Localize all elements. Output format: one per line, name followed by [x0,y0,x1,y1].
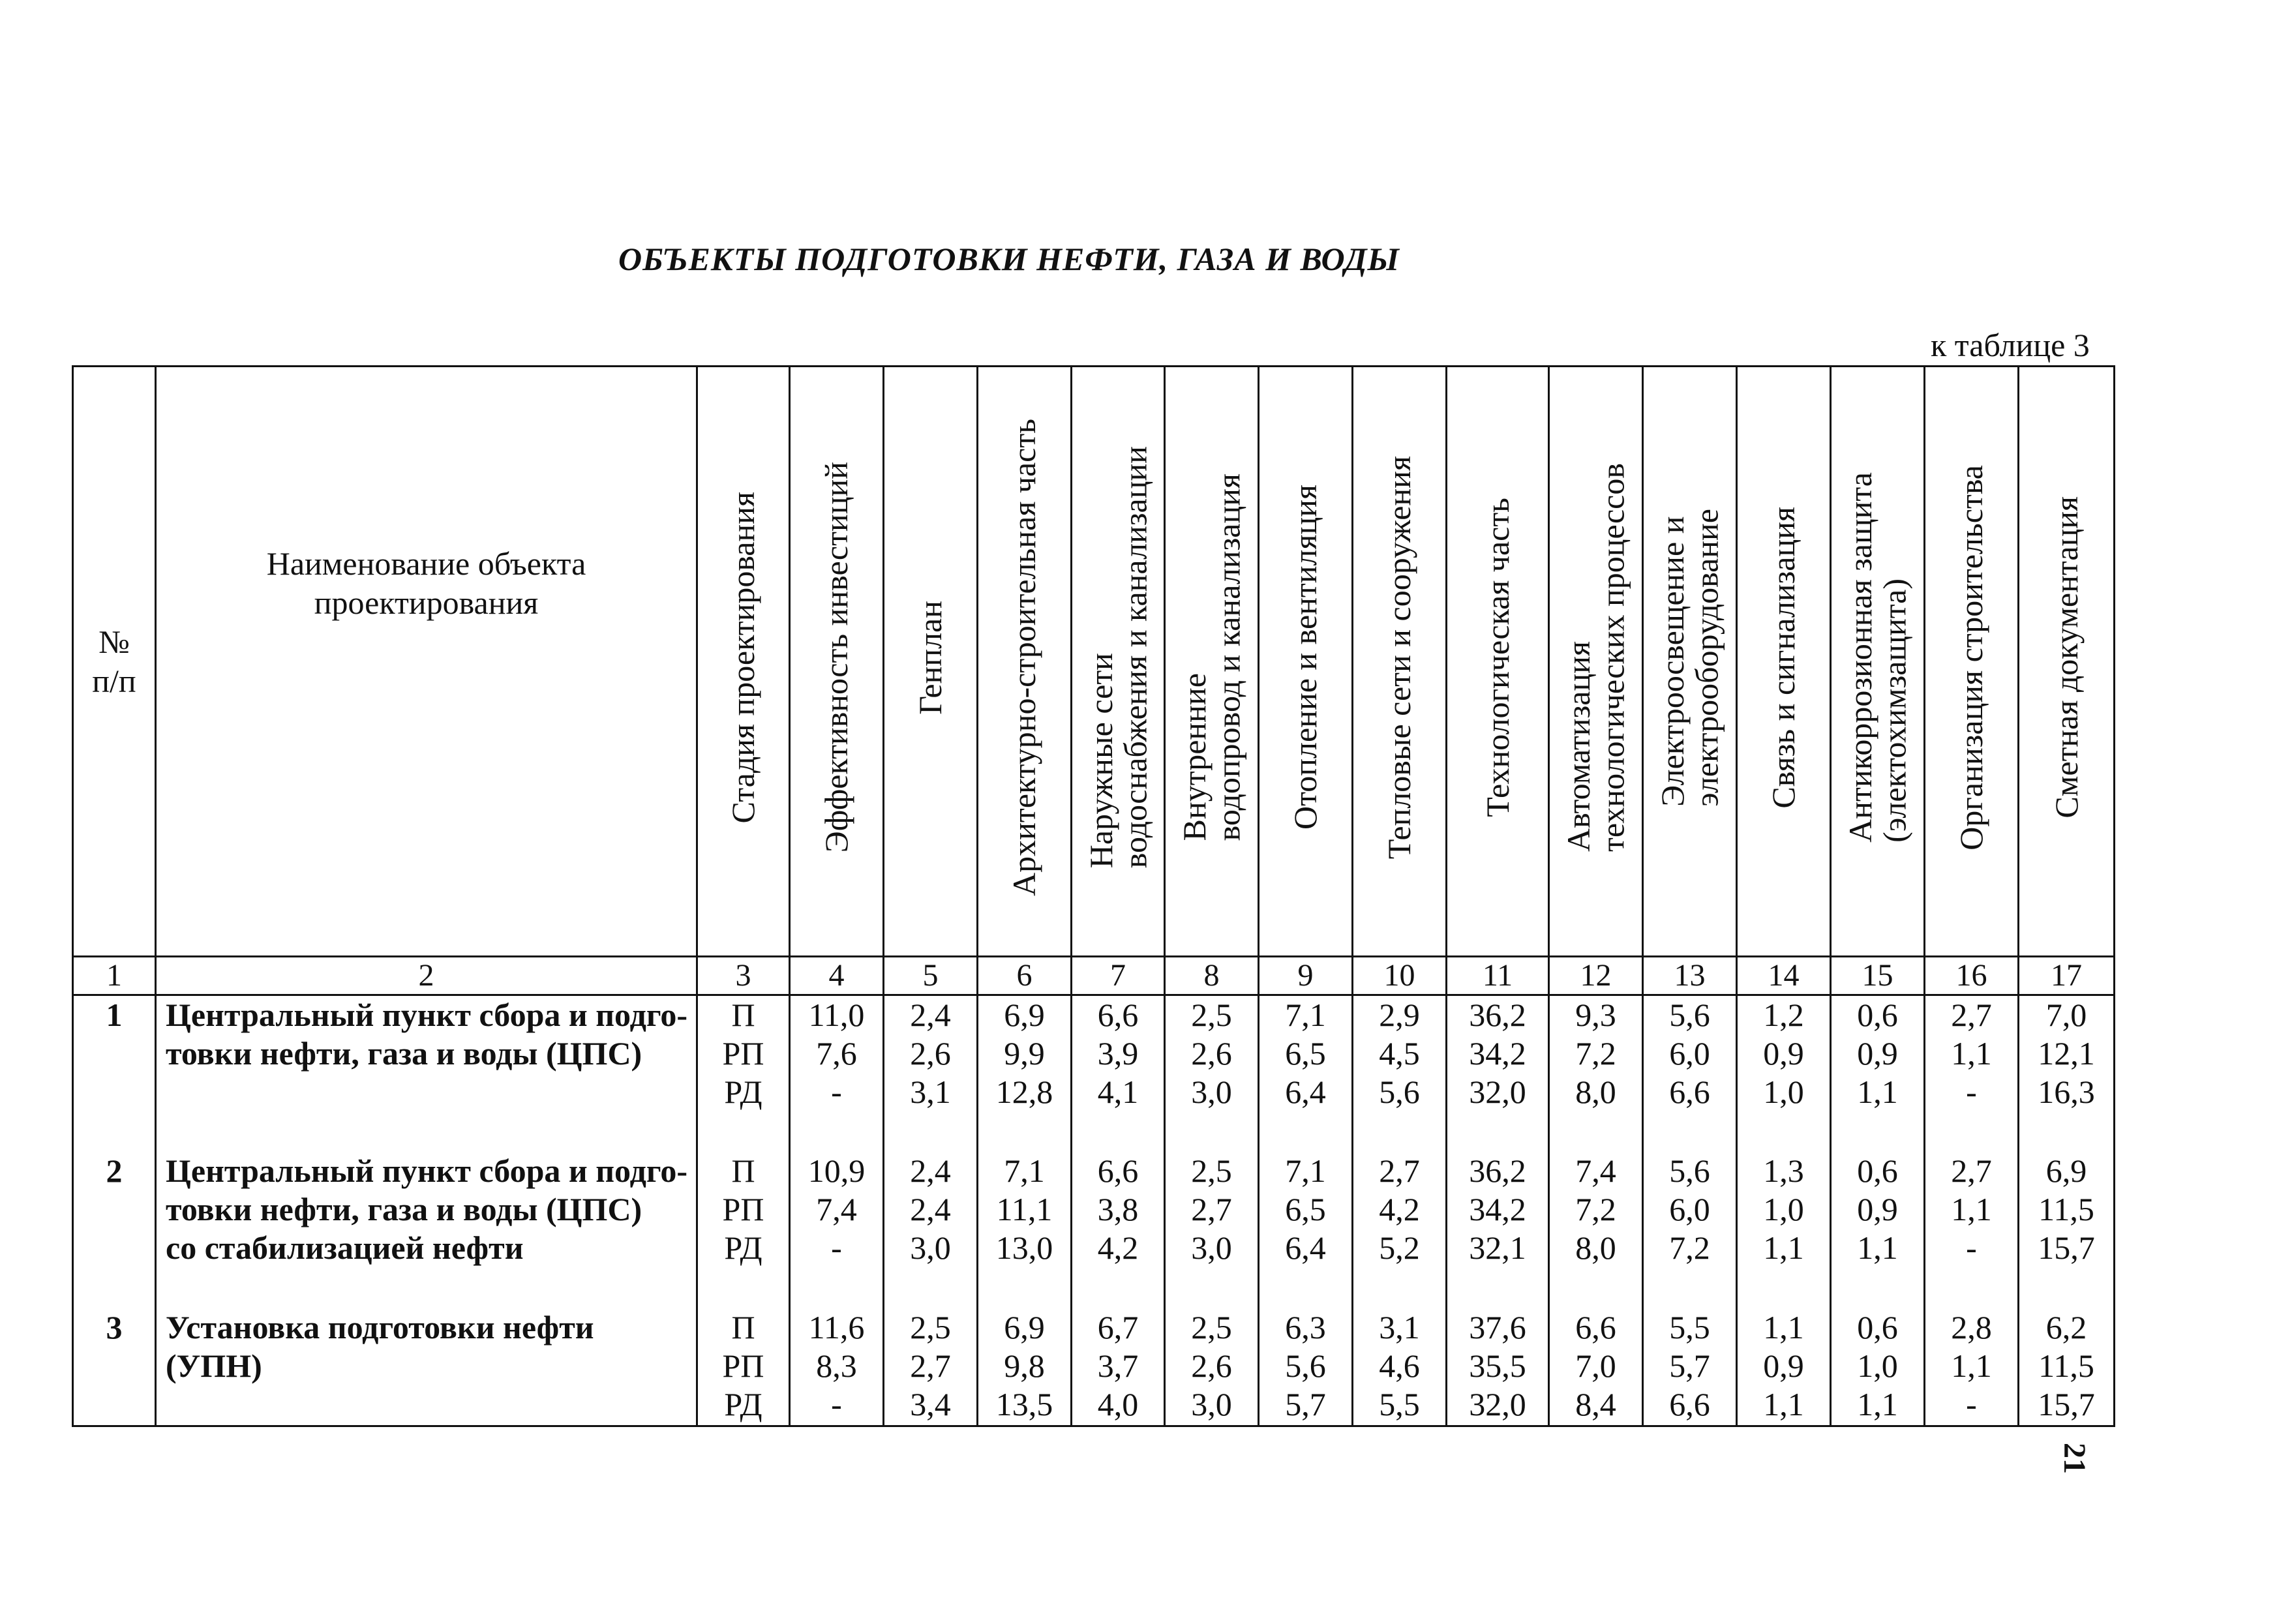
percent-value: 7,4 [816,1190,857,1227]
stage-value: РД [724,1074,762,1110]
percent-value: 36,2 [1469,1152,1526,1189]
percent-value: 1,1 [1951,1035,1992,1072]
percent-value: - [1966,1074,1977,1110]
percent-value: 0,6 [1857,1309,1898,1346]
column-number: 15 [1831,957,1925,995]
percent-value: 11,5 [2038,1347,2094,1385]
percent-value: 8,3 [816,1347,857,1385]
percent-value: 4,5 [1379,1035,1420,1072]
value-cell [1643,995,1737,1152]
header-internal-plumbing: Внутренние водопровод и канализация [1165,367,1259,957]
page-number: 21 [2057,1443,2092,1474]
value-cell [1831,995,1925,1152]
percent-value: - [831,1386,842,1423]
value-cell [2019,1152,2115,1308]
value-cell [884,995,978,1152]
percent-value: 2,9 [1379,997,1420,1033]
percent-value: 2,7 [1191,1190,1232,1227]
header-electrical: Электроосвещение и электрооборудование [1643,367,1737,957]
percent-value: 2,4 [910,997,951,1033]
percent-value: 15,7 [2038,1386,2095,1423]
column-number: 3 [697,957,790,995]
percent-value: 6,5 [1285,1190,1326,1227]
object-name-line [166,1073,696,1111]
header-anticorrosion: Антикоррозионная защита (электохимзащита) [1831,367,1925,957]
value-cell [2019,995,2115,1152]
percent-value: 3,0 [910,1229,951,1266]
percent-value: 5,2 [1379,1229,1420,1266]
percent-value: 2,5 [1191,1309,1232,1346]
percent-value: - [831,1229,842,1266]
percent-value: 6,4 [1285,1074,1326,1110]
percent-value: 1,1 [1763,1309,1804,1346]
table-reference: к таблице 3 [1931,327,2090,363]
percent-value: 34,2 [1469,1035,1526,1072]
value-cell [1353,1152,1447,1308]
column-number: 14 [1737,957,1831,995]
value-cell [1925,1308,2019,1426]
value-cell [1447,995,1549,1152]
value-cell [978,1308,1072,1426]
percent-value: 6,4 [1285,1229,1326,1266]
value-cell [1925,1152,2019,1308]
object-name-line: (УПН) [166,1347,262,1385]
percent-value: 2,5 [1191,997,1232,1033]
header-general-plan: Генплан [884,367,978,957]
column-number: 11 [1447,957,1549,995]
stage-cell [697,1308,790,1426]
value-cell [1259,995,1353,1152]
header-num: № п/п [73,367,156,957]
value-cell [978,995,1072,1152]
percent-value: 2,6 [910,1035,951,1072]
percent-value: 6,0 [1669,1035,1710,1072]
value-cell [790,995,884,1152]
percent-value: 7,1 [1285,997,1326,1033]
object-name [156,1152,697,1308]
percent-value: 5,6 [1669,1152,1710,1189]
percent-value: 4,2 [1097,1229,1139,1266]
value-cell [1353,1308,1447,1426]
percent-value: 11,0 [808,997,865,1033]
value-cell [1259,1152,1353,1308]
percent-value: 2,6 [1191,1347,1232,1385]
percent-value: 1,1 [1951,1190,1992,1227]
percent-value: 7,1 [1004,1152,1045,1189]
value-cell [884,1152,978,1308]
value-cell [1925,995,2019,1152]
percent-value: 8,0 [1575,1229,1616,1266]
header-external-networks: Наружные сети водоснабжения и канализации [1072,367,1165,957]
percent-value: 9,8 [1004,1347,1045,1385]
percent-value: - [1966,1229,1977,1266]
row-number: 2 [73,1152,156,1308]
value-cell [1072,1308,1165,1426]
percent-value: 13,0 [995,1229,1053,1266]
column-number: 17 [2019,957,2115,995]
percent-value: 2,7 [1379,1152,1420,1189]
percent-value: 6,3 [1285,1309,1326,1346]
column-number: 8 [1165,957,1259,995]
value-cell [1737,995,1831,1152]
percent-value: 1,1 [1857,1386,1898,1423]
percent-value: 1,0 [1763,1190,1804,1227]
percent-value: 6,6 [1097,1152,1139,1189]
percent-value: 32,1 [1469,1229,1526,1266]
stage-cell [697,1152,790,1308]
stage-value: П [731,997,755,1033]
percent-value: 4,2 [1379,1190,1420,1227]
table-row [73,1308,2115,1426]
percent-value: 1,1 [1763,1386,1804,1423]
column-number: 9 [1259,957,1353,995]
percent-value: 0,9 [1857,1190,1898,1227]
percent-value: 7,4 [1575,1152,1616,1189]
percent-value: 32,0 [1469,1386,1526,1423]
percent-value: 1,1 [1857,1229,1898,1266]
percent-value: 1,1 [1857,1074,1898,1110]
percent-value: 6,9 [1004,997,1045,1033]
value-cell [790,1308,884,1426]
percent-value: 6,2 [2045,1309,2087,1346]
percent-value: 36,2 [1469,997,1526,1033]
column-number: 13 [1643,957,1737,995]
percent-value: 1,1 [1951,1347,1992,1385]
percent-value: 1,1 [1763,1229,1804,1266]
percent-value: 4,0 [1097,1386,1139,1423]
percent-value: 3,0 [1191,1386,1232,1423]
header-technological: Технологическая часть [1447,367,1549,957]
design-cost-table [72,365,2115,1427]
value-cell [1447,1152,1549,1308]
header-estimate: Сметная документация [2019,367,2115,957]
percent-value: 7,0 [1575,1347,1616,1385]
percent-value: 0,6 [1857,997,1898,1033]
value-cell [1072,1152,1165,1308]
percent-value: 4,6 [1379,1347,1420,1385]
column-number-row [73,957,2115,995]
value-cell [1549,1152,1643,1308]
percent-value: 1,0 [1857,1347,1898,1385]
object-name-line: Центральный пункт сбора и подго- [166,997,687,1033]
percent-value: 7,6 [816,1035,857,1072]
header-communication: Связь и сигнализация [1737,367,1831,957]
value-cell [1737,1308,1831,1426]
percent-value: 6,0 [1669,1190,1710,1227]
value-cell [1165,995,1259,1152]
row-number: 3 [73,1308,156,1426]
percent-value: 4,1 [1097,1074,1139,1110]
value-cell [1165,1152,1259,1308]
percent-value: 8,0 [1575,1074,1616,1110]
percent-value: 1,3 [1763,1152,1804,1189]
percent-value: 1,0 [1763,1074,1804,1110]
object-name [156,995,697,1152]
column-number: 5 [884,957,978,995]
value-cell [1447,1308,1549,1426]
percent-value: 0,9 [1763,1035,1804,1072]
percent-value: 3,1 [910,1074,951,1110]
percent-value: 11,5 [2038,1190,2094,1227]
stage-value: РД [724,1386,762,1423]
column-number: 4 [790,957,884,995]
percent-value: 3,0 [1191,1074,1232,1110]
percent-value: 16,3 [2038,1074,2095,1110]
percent-value: 6,6 [1097,997,1139,1033]
value-cell [1353,995,1447,1152]
table-row [73,995,2115,1152]
percent-value: 7,0 [2045,997,2087,1033]
percent-value: 2,7 [1951,997,1992,1033]
table-row [73,1152,2115,1308]
object-name-line: товки нефти, газа и воды (ЦПС) [166,1035,642,1072]
percent-value: 2,7 [910,1347,951,1385]
column-number: 1 [73,957,156,995]
percent-value: 0,9 [1763,1347,1804,1385]
percent-value: 34,2 [1469,1190,1526,1227]
percent-value: 2,5 [910,1309,951,1346]
header-heat-networks: Тепловые сети и сооружения [1353,367,1447,957]
percent-value: 3,4 [910,1386,951,1423]
percent-value: 7,2 [1575,1035,1616,1072]
column-number: 2 [156,957,697,995]
percent-value: 11,1 [996,1190,1053,1227]
percent-value: 2,4 [910,1152,951,1189]
value-cell [1072,995,1165,1152]
percent-value: 5,6 [1669,997,1710,1033]
percent-value: 5,7 [1669,1347,1710,1385]
percent-value: 2,7 [1951,1152,1992,1189]
object-name-line: Центральный пункт сбора и подго- [166,1152,687,1189]
percent-value: 6,6 [1575,1309,1616,1346]
percent-value: 5,6 [1379,1074,1420,1110]
percent-value: - [831,1074,842,1110]
percent-value: 6,6 [1669,1386,1710,1423]
header-automation: Автоматизация технологических процессов [1549,367,1643,957]
column-number: 6 [978,957,1072,995]
value-cell [1549,995,1643,1152]
column-number: 16 [1925,957,2019,995]
percent-value: 5,5 [1669,1309,1710,1346]
stage-value: РП [722,1035,764,1072]
stage-value: П [731,1309,755,1346]
percent-value: 5,5 [1379,1386,1420,1423]
value-cell [790,1152,884,1308]
percent-value: 37,6 [1469,1309,1526,1346]
percent-value: 0,9 [1857,1035,1898,1072]
percent-value: 3,7 [1097,1347,1139,1385]
row-number: 1 [73,995,156,1152]
percent-value: 5,7 [1285,1386,1326,1423]
object-name [156,1308,697,1426]
header-architecture: Архитектурно-строительная часть [978,367,1072,957]
header-heating-ventilation: Отопление и вентиляция [1259,367,1353,957]
value-cell [1643,1152,1737,1308]
percent-value: 7,2 [1669,1229,1710,1266]
percent-value: 3,1 [1379,1309,1420,1346]
percent-value: 6,6 [1669,1074,1710,1110]
header-stage: Стадия проектирования [697,367,790,957]
stage-value: РП [722,1347,764,1385]
percent-value: 9,9 [1004,1035,1045,1072]
percent-value: 6,9 [1004,1309,1045,1346]
percent-value: 35,5 [1469,1347,1526,1385]
stage-value: РП [722,1190,764,1227]
percent-value: 3,0 [1191,1229,1232,1266]
percent-value: 6,5 [1285,1035,1326,1072]
percent-value: 5,6 [1285,1347,1326,1385]
percent-value: 1,2 [1763,997,1804,1033]
percent-value: 6,9 [2045,1152,2087,1189]
value-cell [1643,1308,1737,1426]
header-row [73,367,2115,957]
percent-value: 32,0 [1469,1074,1526,1110]
percent-value: 2,8 [1951,1309,1992,1346]
percent-value: 11,6 [808,1309,865,1346]
object-name-line: товки нефти, газа и воды (ЦПС) [166,1190,642,1227]
percent-value: 7,1 [1285,1152,1326,1189]
value-cell [1165,1308,1259,1426]
stage-cell [697,995,790,1152]
percent-value: 2,6 [1191,1035,1232,1072]
header-construction-org: Организация строительства [1925,367,2019,957]
percent-value: 0,6 [1857,1152,1898,1189]
percent-value: 2,5 [1191,1152,1232,1189]
value-cell [1549,1308,1643,1426]
stage-value: РД [724,1229,762,1266]
object-name-line [166,1385,696,1424]
percent-value: 3,9 [1097,1035,1139,1072]
value-cell [1737,1152,1831,1308]
value-cell [1831,1308,1925,1426]
percent-value: 12,8 [995,1074,1053,1110]
header-investment-efficiency: Эффективность инвестиций [790,367,884,957]
value-cell [884,1308,978,1426]
percent-value: 6,7 [1097,1309,1139,1346]
column-number: 7 [1072,957,1165,995]
percent-value: 8,4 [1575,1386,1616,1423]
value-cell [1831,1152,1925,1308]
percent-value: 15,7 [2038,1229,2095,1266]
percent-value: 7,2 [1575,1190,1616,1227]
percent-value: 12,1 [2038,1035,2095,1072]
percent-value: - [1966,1386,1977,1423]
stage-value: П [731,1152,755,1189]
column-number: 10 [1353,957,1447,995]
page-title: ОБЪЕКТЫ ПОДГОТОВКИ НЕФТИ, ГАЗА И ВОДЫ [618,241,1400,277]
column-number: 12 [1549,957,1643,995]
percent-value: 10,9 [807,1152,866,1189]
value-cell [2019,1308,2115,1426]
value-cell [1259,1308,1353,1426]
object-name-line: Установка подготовки нефти [166,1309,594,1346]
percent-value: 13,5 [995,1386,1053,1423]
percent-value: 2,4 [910,1190,951,1227]
percent-value: 9,3 [1575,997,1616,1033]
percent-value: 3,8 [1097,1190,1139,1227]
header-object-name: Наименование объекта проектирования [156,367,697,957]
value-cell [978,1152,1072,1308]
object-name-line: со стабилизацией нефти [166,1229,524,1266]
